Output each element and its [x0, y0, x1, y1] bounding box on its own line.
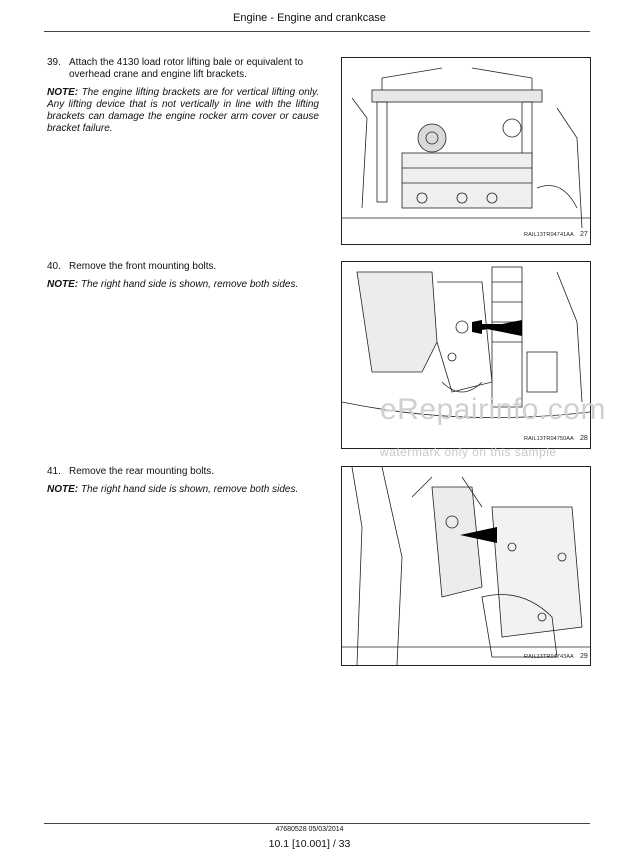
step-text: Remove the rear mounting bolts.	[69, 466, 215, 477]
page-header: Engine - Engine and crankcase	[233, 12, 386, 24]
step-40	[47, 261, 319, 273]
note-label: NOTE:	[47, 484, 79, 495]
watermark-subtitle: watermark only on this sample	[380, 445, 557, 459]
step-39	[47, 57, 319, 81]
footer-rule	[44, 823, 590, 824]
figure-29-rear-mount	[341, 466, 591, 666]
step-41	[47, 466, 319, 478]
note-label: NOTE:	[47, 87, 79, 98]
step-text: Remove the front mounting bolts.	[69, 261, 217, 272]
watermark: eRepairinfo.com	[380, 393, 606, 426]
engine-lift-illustration	[342, 58, 590, 244]
step-number: 39.	[47, 57, 61, 68]
rear-mount-illustration	[342, 467, 590, 665]
note-41	[47, 484, 319, 496]
figure-code: RAIL13TR04743AA	[524, 654, 574, 660]
note-text: The engine lifting brackets are for vertical lifting only. Any lifting device that is not vertically in line with the lifting brackets can damage the engine rocker arm cover or cause bracket failure.	[47, 87, 320, 134]
note-text: The right hand side is shown, remove both sides.	[80, 484, 299, 495]
footer-doc-ref: 47680528 05/03/2014	[275, 826, 344, 833]
figure-27-engine-lift	[341, 57, 591, 245]
note-label: NOTE:	[47, 279, 79, 290]
figure-number: 28	[580, 435, 588, 442]
note-40	[47, 279, 319, 291]
figure-code: RAIL13TR04741AA	[524, 232, 574, 238]
figure-number: 27	[580, 231, 588, 238]
header-rule	[44, 31, 590, 32]
figure-number: 29	[580, 653, 588, 660]
figure-code: RAIL13TR04750AA	[524, 436, 574, 442]
note-39	[47, 87, 319, 135]
step-text: Attach the 4130 load rotor lifting bale or equivalent to overhead crane and engine lift brackets.	[69, 57, 304, 80]
step-number: 40.	[47, 261, 61, 272]
note-text: The right hand side is shown, remove both sides.	[80, 279, 299, 290]
footer-page-number: 10.1 [10.001] / 33	[268, 838, 351, 850]
step-number: 41.	[47, 466, 61, 477]
